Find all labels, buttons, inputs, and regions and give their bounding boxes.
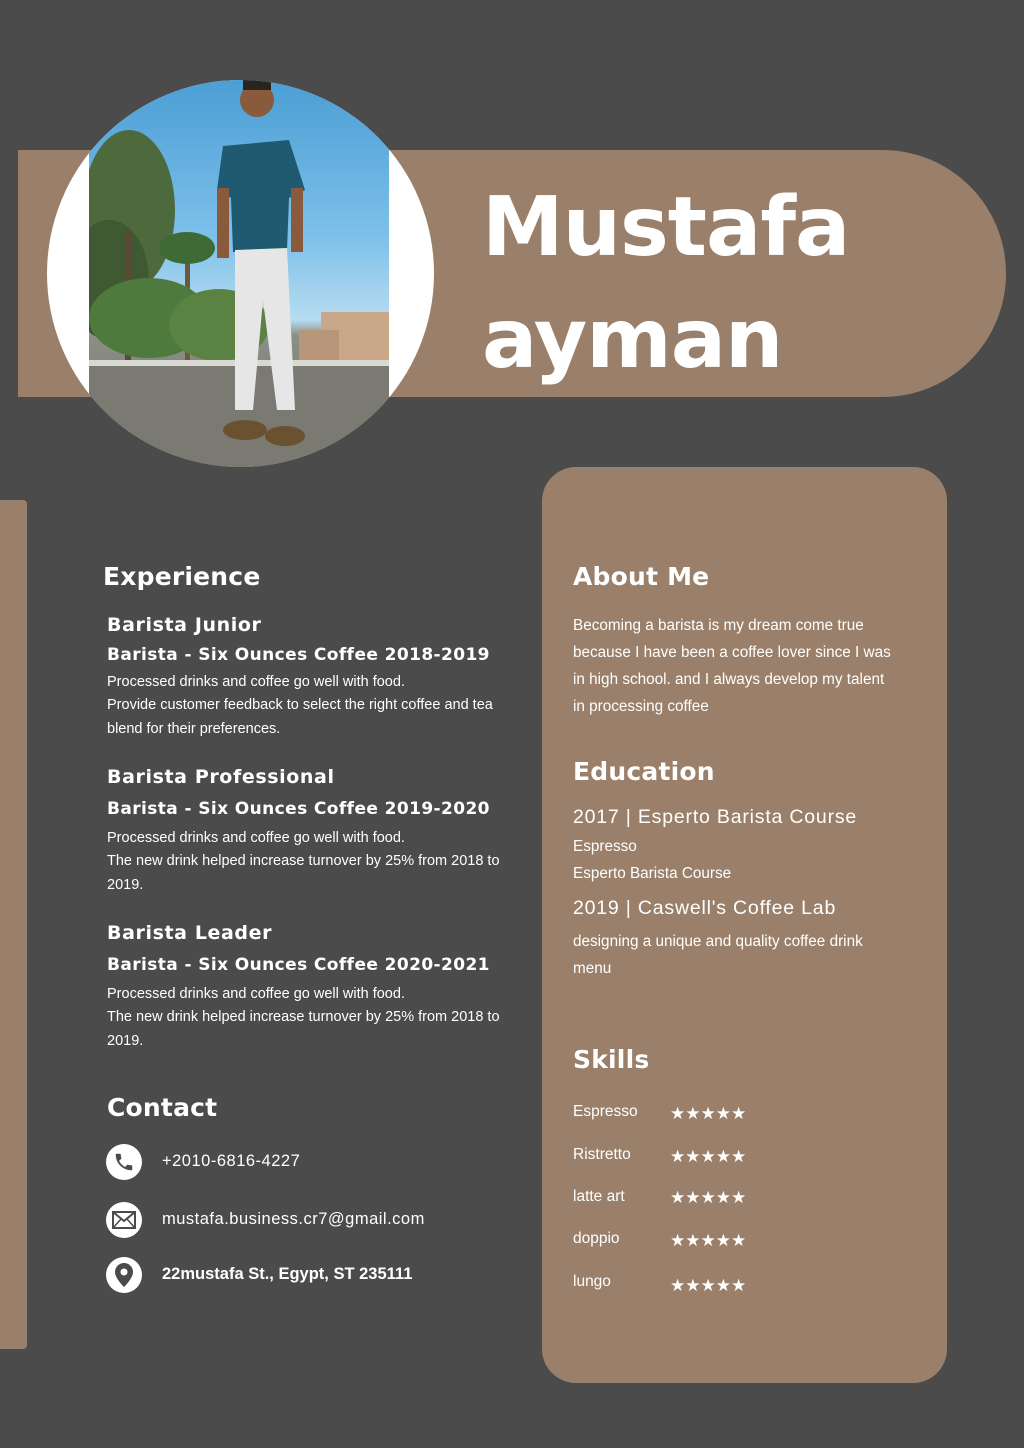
job-company: Barista - Six Ounces Coffee 2019-2020 <box>107 799 490 819</box>
location-pin-icon <box>106 1257 142 1293</box>
job-title: Barista Leader <box>107 922 273 944</box>
education-detail: designing a unique and quality coffee drink <box>573 933 863 950</box>
job-description-line: Processed drinks and coffee go well with food. <box>107 830 405 846</box>
job-title: Barista Professional <box>107 766 335 788</box>
job-description-line: Processed drinks and coffee go well with food. <box>107 986 405 1002</box>
contact-address: 22mustafa St., Egypt, ST 235111 <box>162 1265 413 1283</box>
job-description-line: 2019. <box>107 876 144 893</box>
education-detail: Esperto Barista Course <box>573 865 732 882</box>
skill-rating-stars: ★★★★★ <box>670 1147 747 1166</box>
about-line: in processing coffee <box>573 698 709 715</box>
profile-photo <box>89 80 389 467</box>
job-description <box>107 983 500 1053</box>
skill-rating-stars: ★★★★★ <box>670 1188 747 1207</box>
job-description-line: 2019. <box>107 1032 144 1049</box>
experience-heading: Experience <box>103 562 261 591</box>
education-heading: Education <box>573 757 715 786</box>
skill-name: doppio <box>573 1230 620 1247</box>
phone-icon <box>106 1144 142 1180</box>
job-description-line: The new drink helped increase turnover by 25% from 2018 to <box>107 1009 500 1026</box>
contact-email[interactable]: mustafa.business.cr7@gmail.com <box>162 1210 425 1228</box>
first-name: Mustafa <box>482 180 850 275</box>
education-title: 2017 | Esperto Barista Course <box>573 806 858 828</box>
about-line: Becoming a barista is my dream come true <box>573 617 864 634</box>
about-line: in high school. and I always develop my talent <box>573 671 885 688</box>
education-detail: menu <box>573 960 612 977</box>
contact-phone[interactable]: +2010-6816-4227 <box>162 1152 301 1170</box>
skill-name: latte art <box>573 1188 625 1205</box>
job-company: Barista - Six Ounces Coffee 2020-2021 <box>107 955 490 975</box>
about-text <box>573 612 928 720</box>
job-description-line: Provide customer feedback to select the right coffee and tea <box>107 697 493 714</box>
mail-icon <box>106 1202 142 1238</box>
job-description-line: Processed drinks and coffee go well with food. <box>107 674 405 690</box>
skill-rating-stars: ★★★★★ <box>670 1276 747 1295</box>
about-line: because I have been a coffee lover since I was <box>573 644 891 661</box>
profile-photo-frame <box>47 80 434 467</box>
left-accent-strip <box>0 500 27 1349</box>
job-description-line: The new drink helped increase turnover by 25% from 2018 to <box>107 853 500 870</box>
job-description-line: blend for their preferences. <box>107 720 281 737</box>
job-title: Barista Junior <box>107 614 262 636</box>
skills-heading: Skills <box>573 1045 650 1074</box>
last-name: ayman <box>482 292 783 387</box>
skill-rating-stars: ★★★★★ <box>670 1231 747 1250</box>
skill-name: Espresso <box>573 1103 638 1120</box>
job-description <box>107 671 493 741</box>
skill-rating-stars: ★★★★★ <box>670 1104 747 1123</box>
skill-name: Ristretto <box>573 1146 631 1163</box>
full-name <box>482 172 849 396</box>
job-description <box>107 827 500 897</box>
skill-name: lungo <box>573 1273 611 1290</box>
contact-heading: Contact <box>107 1093 218 1122</box>
education-title: 2019 | Caswell's Coffee Lab <box>573 897 837 919</box>
education-detail: Espresso <box>573 838 637 855</box>
job-company: Barista - Six Ounces Coffee 2018-2019 <box>107 645 490 665</box>
about-heading: About Me <box>573 562 710 591</box>
